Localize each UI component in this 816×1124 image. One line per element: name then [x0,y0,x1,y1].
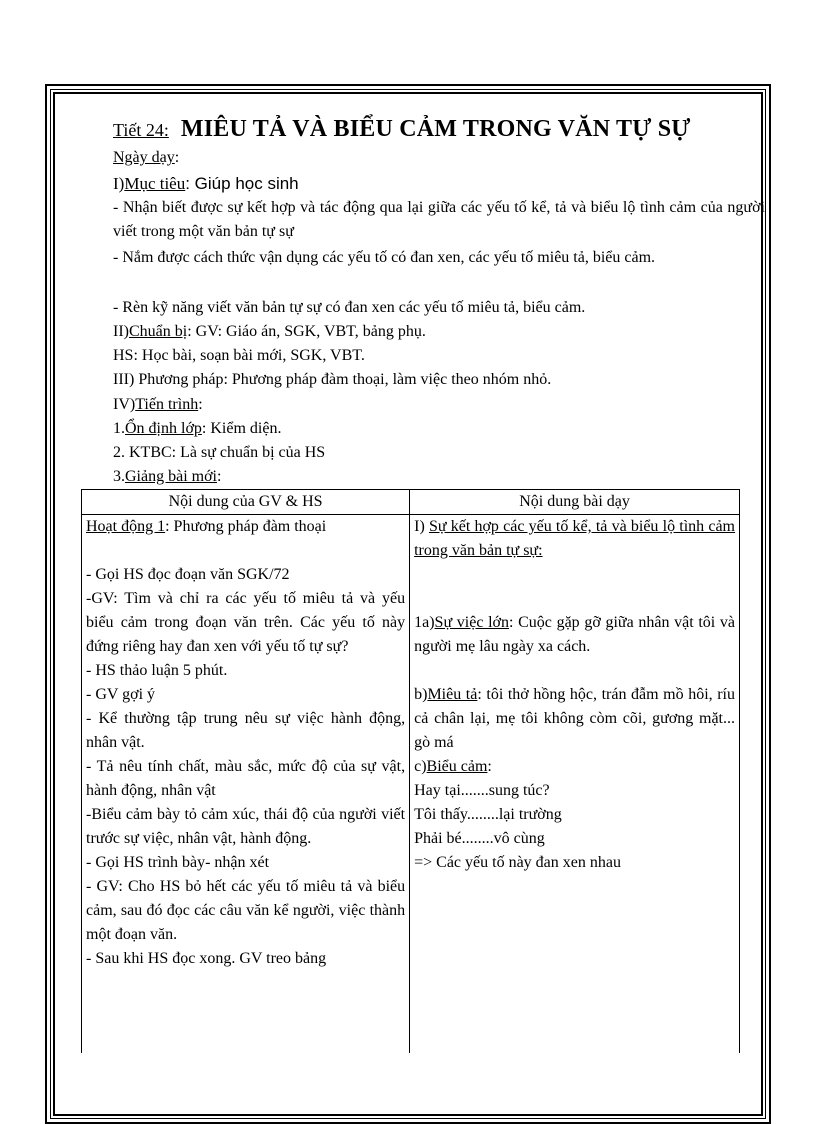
content-expression: c)Biểu cảm: [414,758,492,775]
content-quote: Hay tại.......sung túc? [414,782,550,799]
left-line: - GV: Cho HS bỏ hết các yếu tố miêu tả và biểu cảm, sau đó đọc các câu văn kể người, việc thành một đoạn văn. [86,878,406,943]
left-line: - Kể thường tập trung nêu sự việc hành động, nhân vật. [86,710,406,751]
method-line: III) Phương pháp: Phương pháp đàm thoại, làm việc theo nhóm nhỏ. [113,371,552,388]
content-heading: I) Sự kết hợp các yếu tố kể, tả và biểu lộ tình cảm trong văn bản tự sự: [414,518,736,559]
lesson-title: MIÊU TẢ VÀ BIỂU CẢM TRONG VĂN TỰ SỰ [180,116,691,142]
left-line: -GV: Tìm và chỉ ra các yếu tố miêu tả và yếu biểu cảm trong đoạn văn trên. Các yếu tố này đứng riêng hay đan xen với yếu tố tự sự? [86,590,406,655]
content-quote: Tôi thấy........lại trường [414,806,562,823]
col-header-lesson-content: Nội dung bài dạy [410,490,740,515]
objectives-heading: I)Mục tiêu: Giúp học sinh [113,174,299,193]
lesson-title-row [113,116,691,143]
table-header-row [82,490,740,515]
procedure-step-2: 2. KTBC: Là sự chuẩn bị của HS [113,444,326,461]
objective-item-2: - Nắm được cách thức vận dụng các yếu tố có đan xen, các yếu tố miêu tả, biểu cảm. [113,249,656,266]
date-label: Ngày dạy [113,149,175,166]
objective-item-1: - Nhận biết được sự kết hợp và tác động qua lại giữa các yếu tố kể, tả và biểu lộ tình cảm của người viết trong một văn bản tự sự [113,199,765,240]
objectives-intro: : Giúp học sinh [185,174,299,193]
lesson-table [81,489,740,1053]
date-line: Ngày dạy: [113,149,180,166]
preparation-teacher: II)Chuẩn bị: GV: Giáo án, SGK, VBT, bảng phụ. [113,323,426,340]
right-column-cell [410,515,740,1054]
content-description: b)Miêu tả: tôi thở hồng hộc, trán đẫm mồ hôi, ríu cả chân lại, mẹ tôi không còm cõi, gương mặt... gò má [414,686,735,751]
table-row [82,515,740,1054]
content-quote: Phải bé........vô cùng [414,830,545,847]
left-line: -Biểu cảm bày tỏ cảm xúc, thái độ của người viết trước sự việc, nhân vật, hành động. [86,806,406,847]
lesson-number: Tiết 24: [113,120,169,140]
preparation-label: Chuẩn bị [128,323,188,340]
activity-heading: Hoạt động 1: Phương pháp đàm thoại [86,518,327,535]
left-line: - HS thảo luận 5 phút. [86,662,228,679]
procedure-step-3: 3.Giảng bài mới: [113,468,222,485]
objective-item-3: - Rèn kỹ năng viết văn bản tự sự có đan xen các yếu tố miêu tả, biểu cảm. [113,299,586,316]
left-line: - Gọi HS đọc đoạn văn SGK/72 [86,566,290,583]
procedure-step-1: 1.Ổn định lớp: Kiểm diện. [113,420,282,437]
left-line: - Tả nêu tính chất, màu sắc, mức độ của sự vật, hành động, nhân vật [86,758,406,799]
left-line: - Gọi HS trình bày- nhận xét [86,854,270,871]
left-column-cell [82,515,410,1054]
procedure-label: Tiến trình [135,396,199,413]
objectives-label: Mục tiêu [124,174,186,193]
preparation-student: HS: Học bài, soạn bài mới, SGK, VBT. [113,347,365,364]
content-main-event: 1a)Sự việc lớn: Cuộc gặp gỡ giữa nhân vật tôi và người mẹ lâu ngày xa cách. [414,614,736,655]
col-header-teacher-student: Nội dung của GV & HS [82,490,410,515]
left-line: - Sau khi HS đọc xong. GV treo bảng [86,950,327,967]
procedure-heading: IV)Tiến trình: [113,396,203,413]
content-conclusion: => Các yếu tố này đan xen nhau [414,854,621,871]
left-line: - GV gợi ý [86,686,156,703]
